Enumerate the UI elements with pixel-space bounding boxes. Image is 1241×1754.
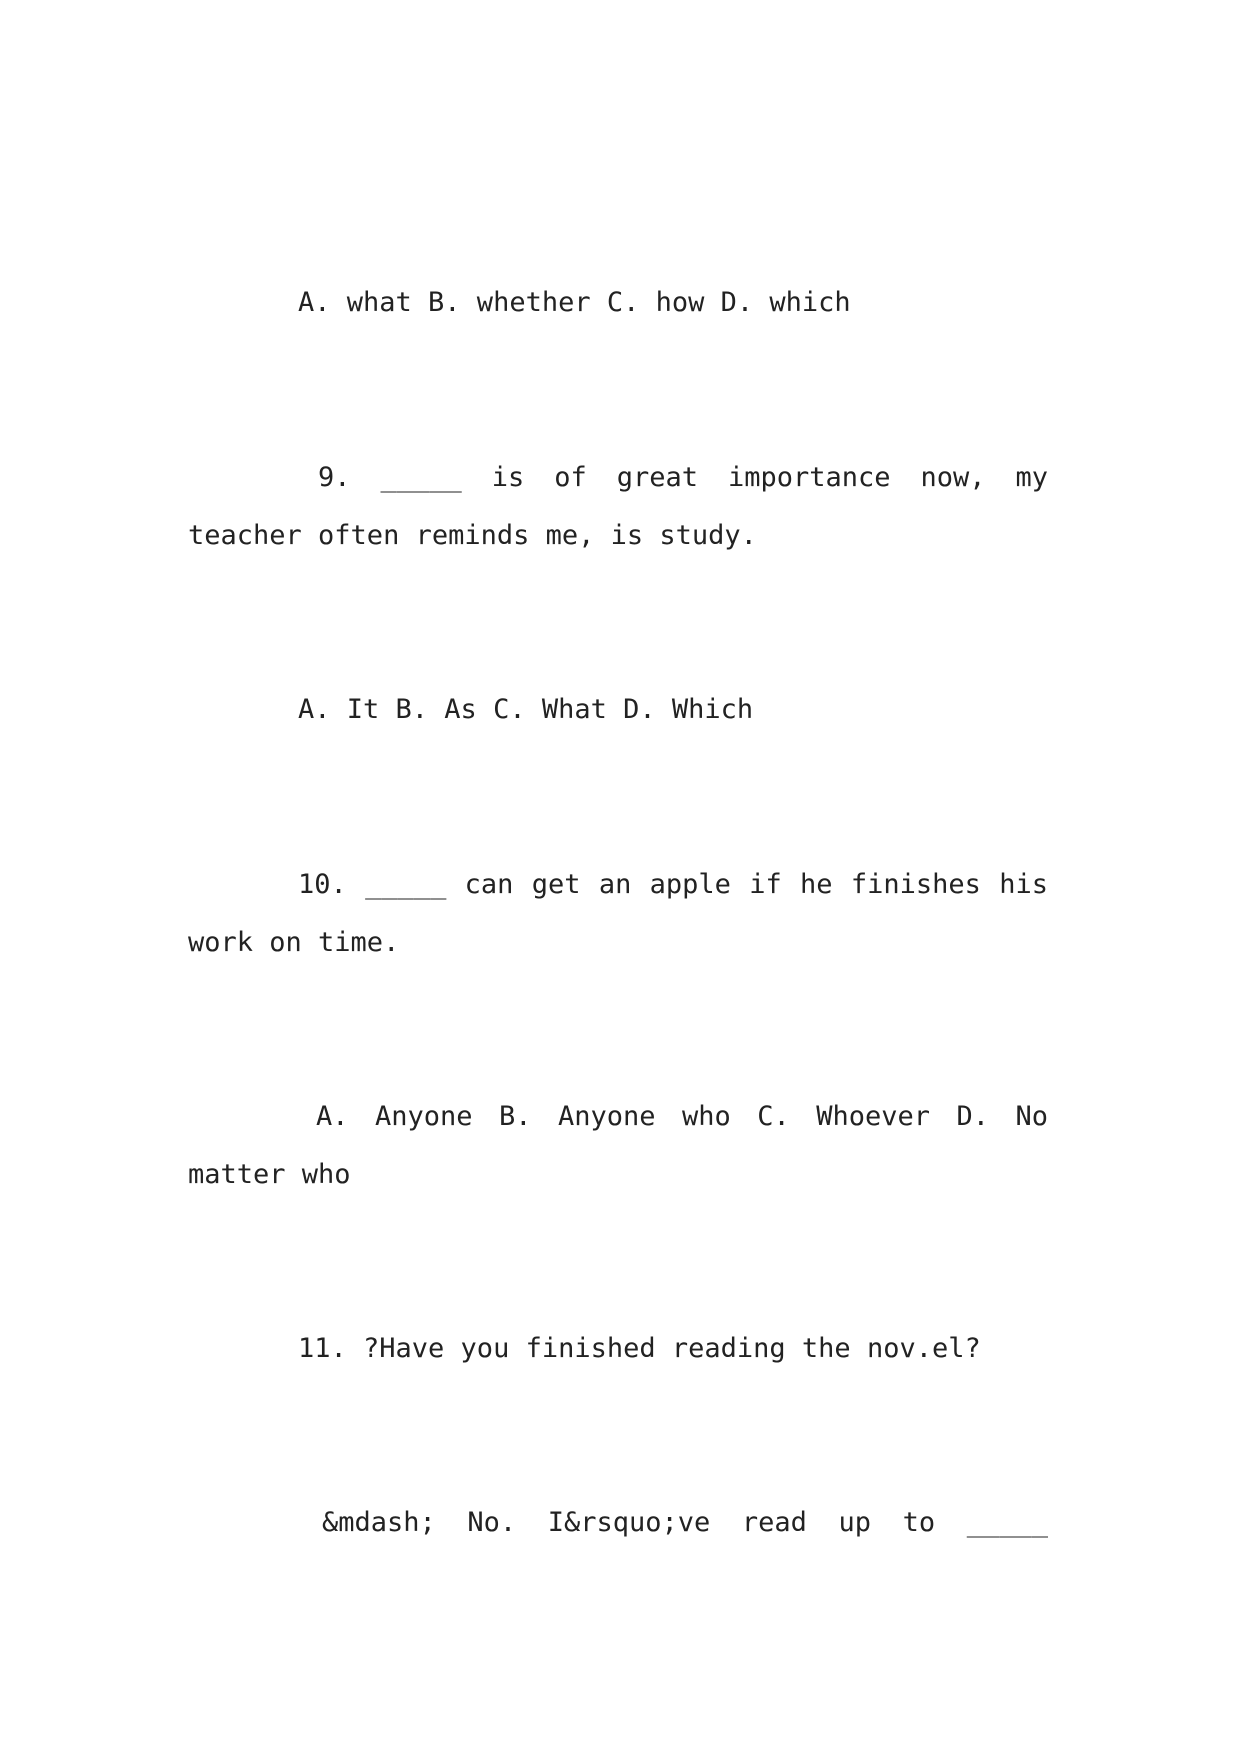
q9-stem-line2: teacher often reminds me, is study. (188, 520, 757, 551)
q9-stem-line1: 9. _____ is of great importance now, my (318, 462, 1048, 493)
q10-options-line1: A. Anyone B. Anyone who C. Whoever D. No (316, 1101, 1048, 1132)
q10-options-line2: matter who (188, 1159, 351, 1190)
q10-stem-line1: 10. _____ can get an apple if he finishes his (298, 869, 1048, 900)
q8-options: A. what B. whether C. how D. which (298, 287, 851, 318)
q11-stem: 11. ?Have you finished reading the nov.el? (298, 1333, 981, 1364)
q9-options: A. It B. As C. What D. Which (298, 694, 754, 725)
q10-stem-line2: work on time. (188, 927, 400, 958)
q11-answer-line1: &mdash; No. I&rsquo;ve read up to _____ (322, 1507, 1048, 1538)
